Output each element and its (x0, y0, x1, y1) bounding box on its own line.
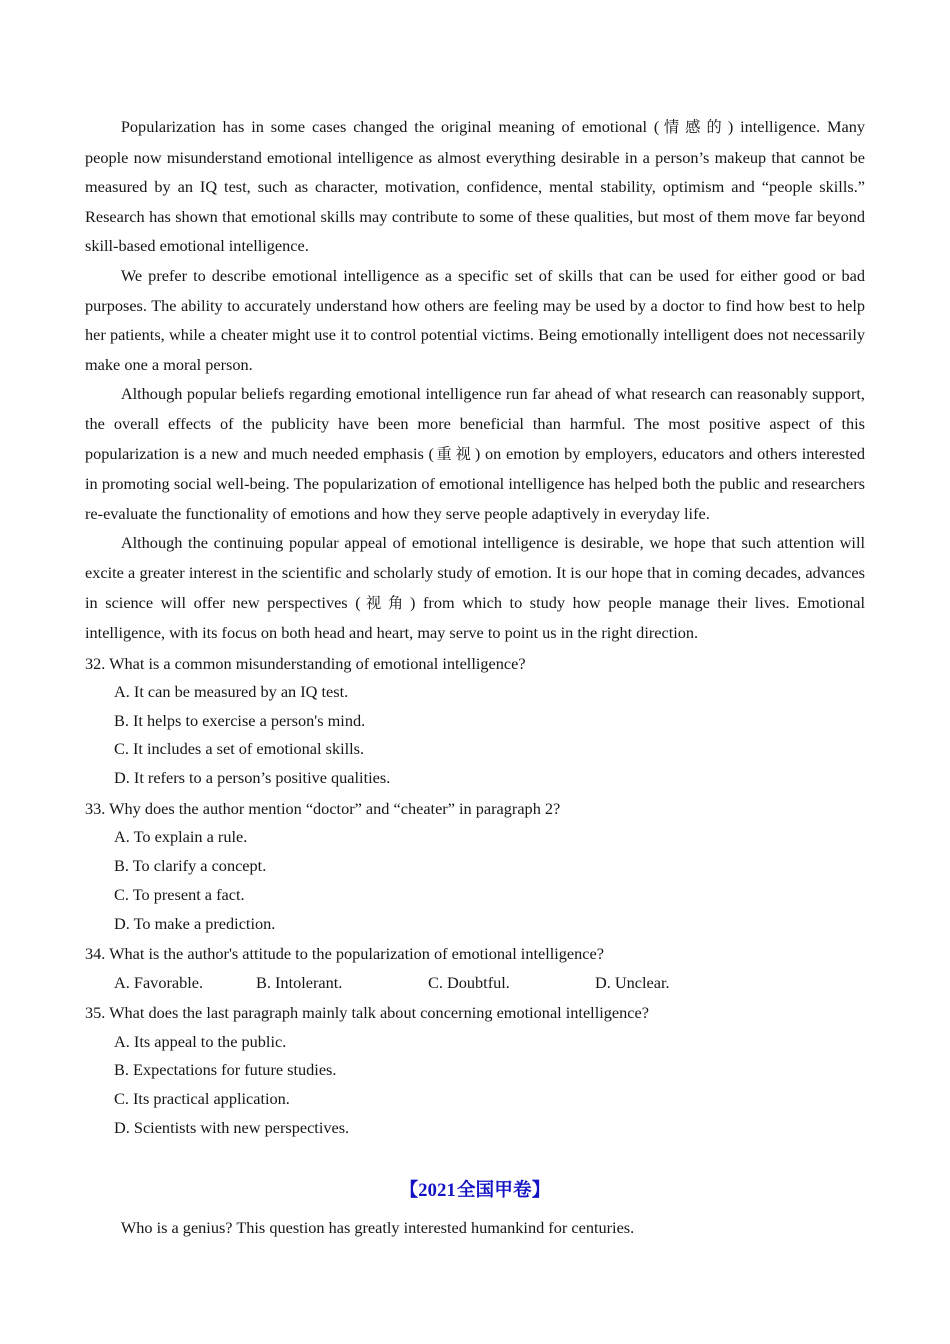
question-32-stem: 32. What is a common misunderstanding of emotional intelligence? (85, 653, 526, 673)
question-32-options (85, 678, 865, 793)
section-heading-label: 全国甲卷 (457, 1179, 532, 1201)
passage-paragraph-2: We prefer to describe emotional intelligence as a specific set of skills that can be used for either good or bad purposes. The ability to accurately understand how others are feeling may be used by a doctor to find how best to help her patients, while a cheater might use it to control potential victims. Being emotionally intelligent does not necessarily make one a moral person. (85, 265, 865, 374)
section-heading-bracket-close: 】 (531, 1179, 551, 1201)
question-35-option-b[interactable]: B. Expectations for future studies. (114, 1060, 337, 1080)
question-35-option-c[interactable]: C. Its practical application. (114, 1089, 290, 1109)
question-35 (85, 998, 865, 1142)
question-32-option-d[interactable]: D. It refers to a person’s positive qualities. (114, 768, 391, 788)
passage-paragraph-1: Popularization has in some cases changed the original meaning of emotional ( 情感的) intelligence. Many people now misunderstand emotional intelligence as almost everything desirable in a person’s makeup that cannot be measured by an IQ test, such as character, motivation, confidence, mental stability, optimism and “people skills.” Research has shown that emotional skills may contribute to some of these qualities, but most of them move far beyond skill-based emotional intelligence. (85, 117, 865, 256)
question-32 (85, 649, 865, 793)
question-35-option-a[interactable]: A. Its appeal to the public. (114, 1031, 287, 1051)
question-33-options (85, 823, 865, 938)
question-32-option-c[interactable]: C. It includes a set of emotional skills. (114, 739, 365, 759)
section-heading-bracket-open: 【 (399, 1179, 419, 1201)
tail-paragraph: Who is a genius? This question has greatly interested humankind for centuries. (120, 1217, 635, 1237)
section-heading (85, 1176, 865, 1202)
question-32-option-a[interactable]: A. It can be measured by an IQ test. (114, 681, 349, 701)
chinese-gloss: 情感的 (661, 118, 728, 136)
question-34-option-b[interactable]: B. Intolerant. (256, 972, 343, 992)
passage-paragraph-4: Although the continuing popular appeal of emotional intelligence is desirable, we hope that such attention will excite a greater interest in the scientific and scholarly study of emotion. It is our hope that in coming decades, advances in science will offer new perspectives ( 视角) from which to study how people manage their lives. Emotional intelligence, with its focus on both head and heart, may serve to point us in the right direction. (85, 533, 865, 643)
question-34 (85, 939, 865, 997)
question-35-stem: 35. What does the last paragraph mainly talk about concerning emotional intelligence? (85, 1003, 649, 1023)
section-heading-year: 2021 (418, 1180, 456, 1201)
question-33-option-c[interactable]: C. To present a fact. (114, 884, 245, 904)
question-34-option-d[interactable]: D. Unclear. (595, 972, 670, 992)
question-34-option-c[interactable]: C. Doubtful. (428, 972, 510, 992)
question-34-option-a[interactable]: A. Favorable. (114, 972, 204, 992)
passage-paragraph-3: Although popular beliefs regarding emotional intelligence run far ahead of what research can reasonably support, the overall effects of the publicity have been more beneficial than harmful. The most positive aspect of this popularization is a new and much needed emphasis ( 重视) on emotion by employers, educators and others interested in promoting social well-being. The popularization of emotional intelligence has helped both the public and researchers re-evaluate the functionality of emotions and how they serve people adaptively in everyday life. (85, 384, 866, 523)
document-content (85, 112, 865, 1242)
chinese-gloss: 视角 (362, 593, 410, 612)
question-33 (85, 794, 865, 938)
question-33-option-a[interactable]: A. To explain a rule. (114, 827, 248, 847)
question-33-stem: 33. Why does the author mention “doctor” and “cheater” in paragraph 2? (85, 799, 561, 819)
question-34-stem: 34. What is the author's attitude to the popularization of emotional intelligence? (85, 944, 604, 964)
question-32-option-b[interactable]: B. It helps to exercise a person's mind. (114, 710, 366, 730)
chinese-gloss: 重视 (435, 444, 475, 463)
question-33-option-b[interactable]: B. To clarify a concept. (114, 856, 267, 876)
question-33-option-d[interactable]: D. To make a prediction. (114, 913, 276, 933)
question-34-options (85, 969, 865, 998)
reading-passage (85, 112, 865, 648)
question-list (85, 649, 865, 1143)
question-35-option-d[interactable]: D. Scientists with new perspectives. (114, 1118, 350, 1138)
question-35-options (85, 1028, 865, 1143)
